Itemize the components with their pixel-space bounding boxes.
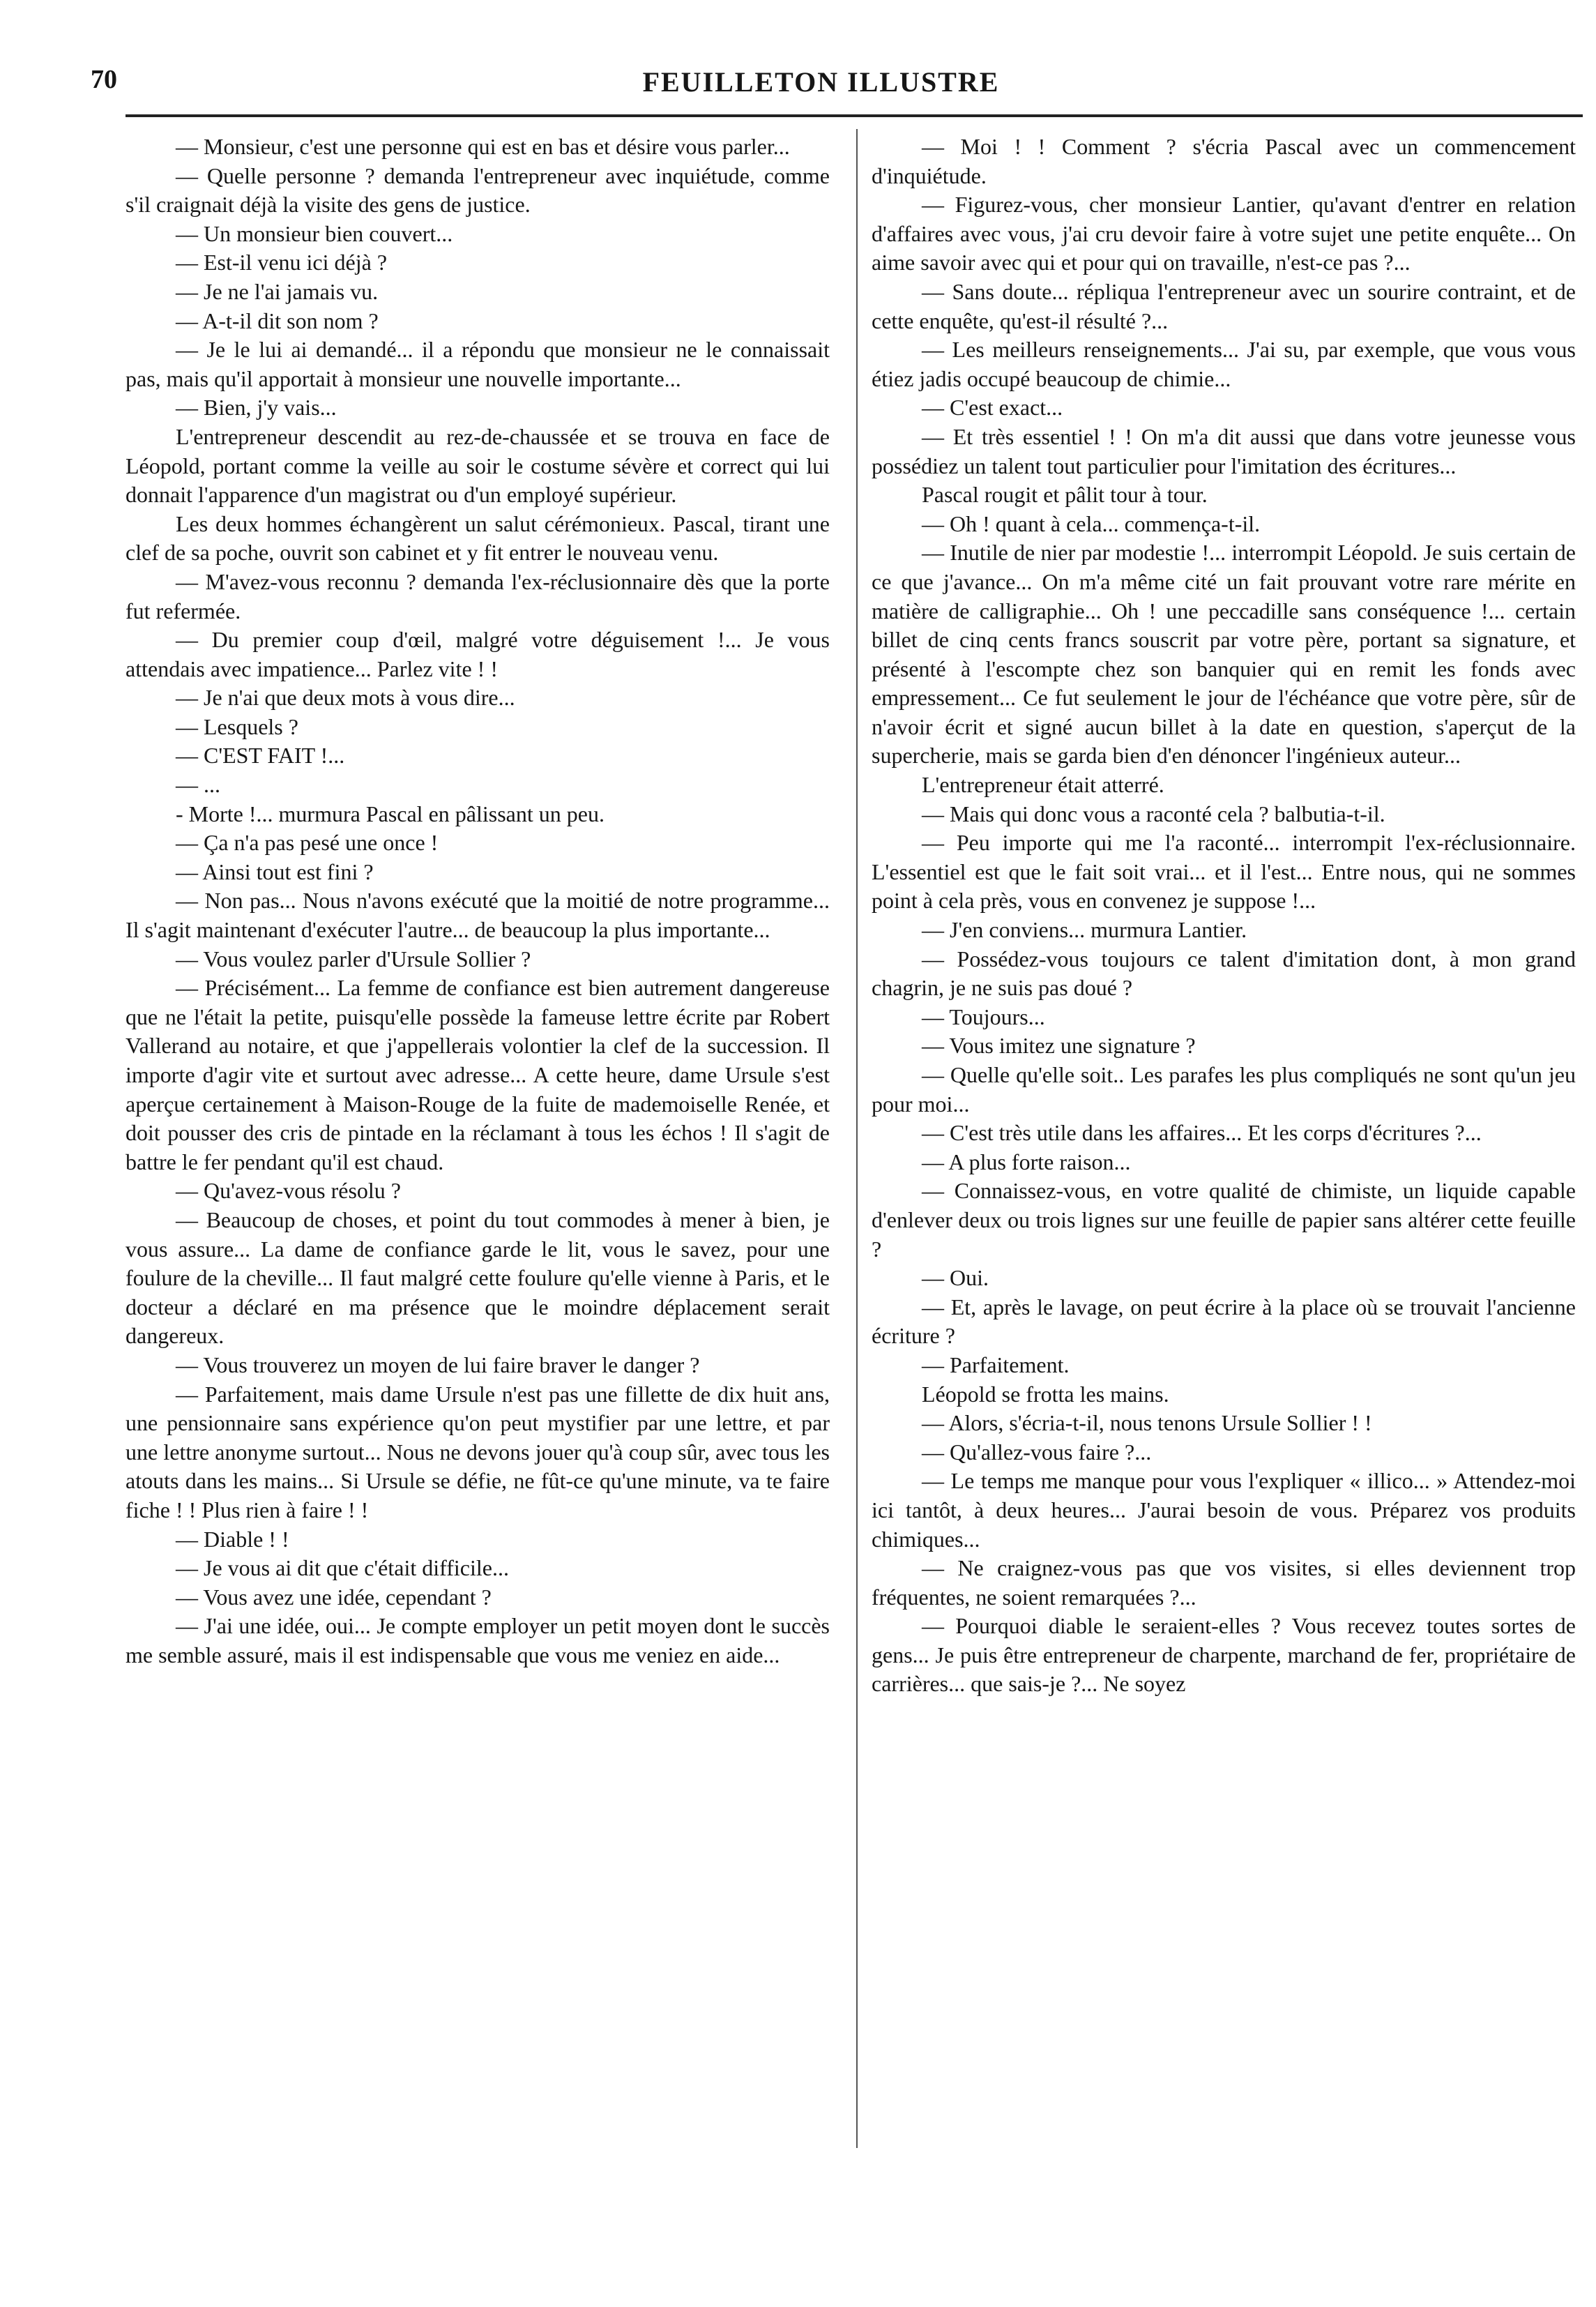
paragraph: — Bien, j'y vais...: [176, 395, 337, 421]
paragraph: — Est-il venu ici déjà ?: [176, 250, 388, 275]
paragraph: — Oh ! quant à cela... commença-t-il.: [922, 510, 1261, 536]
paragraph: — C'EST FAIT !...: [176, 743, 345, 769]
paragraph: — Ainsi tout est fini ?: [176, 858, 374, 884]
paragraph: — Lesquels ?: [176, 713, 298, 739]
paragraph: — Parfaitement, mais dame Ursule n'est pas une fillette de dix huit ans, une pensionnaire sans expérience qu'on peut mystifier par une lettre, et par une lettre anonyme surtout... Nous ne devons jouer qu'à coup sûr, avec tous les atouts dans les mains... Si Ursule se défie, ne fût-ce qu'une minute, va te faire fiche ! ! Plus rien à faire ! !: [126, 1381, 830, 1522]
paragraph: — Et, après le lavage, on peut écrire à la place où se trouvait l'ancienne écriture ?: [872, 1294, 1576, 1349]
paragraph: — C'est exact...: [922, 395, 1063, 421]
paragraph: - Morte !... murmura Pascal en pâlissant un peu.: [176, 801, 605, 826]
paragraph: — Mais qui donc vous a raconté cela ? balbutia-t-il.: [922, 801, 1385, 826]
paragraph: — Un monsieur bien couvert...: [176, 220, 453, 246]
column-divider: [856, 129, 858, 2148]
paragraph: — M'avez-vous reconnu ? demanda l'ex-réclusionnaire dès que la porte fut refermée.: [126, 568, 830, 623]
paragraph: — Diable ! !: [176, 1526, 289, 1552]
paragraph: — Monsieur, c'est une personne qui est en bas et désire vous parler...: [176, 134, 790, 159]
paragraph: — Et très essentiel ! ! On m'a dit aussi que dans votre jeunesse vous possédiez un talent tout particulier pour l'imitation des écritures...: [872, 423, 1576, 478]
paragraph: — J'en conviens... murmura Lantier.: [922, 917, 1247, 943]
paragraph: — Du premier coup d'œil, malgré votre déguisement !... Je vous attendais avec impatience... Parlez vite ! !: [126, 627, 830, 681]
paragraph: — Quelle qu'elle soit.. Les parafes les plus compliqués ne sont qu'un jeu pour moi...: [872, 1062, 1576, 1117]
paragraph: — A-t-il dit son nom ?: [176, 308, 379, 333]
header-rule: [126, 114, 1583, 117]
paragraph: — J'ai une idée, oui... Je compte employer un petit moyen dont le succès me semble assuré, mais il est indispensable que vous me veniez en aide...: [126, 1613, 830, 1667]
paragraph: — Sans doute... répliqua l'entrepreneur avec un sourire contraint, et de cette enquête, qu'est-il résulté ?...: [872, 278, 1576, 333]
paragraph: — Précisément... La femme de confiance est bien autrement dangereuse que ne l'était la petite, puisqu'elle possède la fameuse lettre écrite par Robert Vallerand au notaire, et que j'appellerais volontier la clef de la succession. Il importe d'agir vite et surtout avec adresse... A cette heure, dame Ursule s'est aperçue certainement à Maison-Rouge de la fuite de mademoiselle Renée, et doit pousser des cris de pintade en la réclamant à tous les échos ! Il s'agit de battre le fer pendant qu'il est chaud.: [126, 975, 830, 1174]
paragraph: — Toujours...: [922, 1004, 1045, 1029]
paragraph: — Vous trouverez un moyen de lui faire braver le danger ?: [176, 1352, 700, 1377]
paragraph: — Beaucoup de choses, et point du tout commodes à mener à bien, je vous assure... La dame de confiance garde le lit, vous le savez, pour une foulure de la cheville... Il faut malgré cette foulure qu'elle vienne à Paris, et le docteur a déclaré en ma présence que le moindre déplacement serait dangereux.: [126, 1207, 830, 1349]
paragraph: — Alors, s'écria-t-il, nous tenons Ursule Sollier ! !: [922, 1410, 1372, 1436]
paragraph: — Parfaitement.: [922, 1352, 1070, 1377]
paragraph: — Ne craignez-vous pas que vos visites, si elles deviennent trop fréquentes, ne soient remarquées ?...: [872, 1555, 1576, 1610]
paragraph: Les deux hommes échangèrent un salut cérémonieux. Pascal, tirant une clef de sa poche, ouvrit son cabinet et y fit entrer le nouveau venu.: [126, 510, 830, 566]
page-header: [91, 64, 1551, 106]
page-number: 70: [91, 65, 117, 94]
paragraph: — Possédez-vous toujours ce talent d'imitation dont, à mon grand chagrin, je ne suis pas doué ?: [872, 946, 1576, 1001]
paragraph: — C'est très utile dans les affaires... Et les corps d'écritures ?...: [922, 1120, 1482, 1146]
paragraph: — Je ne l'ai jamais vu.: [176, 278, 379, 304]
paragraph: L'entrepreneur était atterré.: [922, 772, 1164, 798]
paragraph: — Pourquoi diable le seraient-elles ? Vous recevez toutes sortes de gens... Je puis être entrepreneur de charpente, marchand de fer, propriétaire de carrières... que sais-je ?... Ne soyez: [872, 1613, 1576, 1697]
paragraph: — Connaissez-vous, en votre qualité de chimiste, un liquide capable d'enlever deux ou trois lignes sur une feuille de papier sans altérer cette feuille ?: [872, 1178, 1576, 1262]
paragraph: — Vous avez une idée, cependant ?: [176, 1584, 492, 1610]
paragraph: — Je vous ai dit que c'était difficile...: [176, 1555, 509, 1581]
right-column: [872, 133, 1576, 1699]
paragraph: — Peu importe qui me l'a raconté... interrompit l'ex-réclusionnaire. L'essentiel est que le fait soit vrai... et il l'est... Entre nous, qui ne sommes point à cela près, vous en convenez je suppose !...: [872, 830, 1576, 914]
paragraph: — Vous imitez une signature ?: [922, 1033, 1196, 1059]
paragraph: — Figurez-vous, cher monsieur Lantier, qu'avant d'entrer en relation d'affaires avec vous, j'ai cru devoir faire à votre sujet une petite enquête... On aime savoir avec qui et pour qui on travaille, n'est-ce pas ?...: [872, 192, 1576, 275]
paragraph: — Qu'allez-vous faire ?...: [922, 1439, 1152, 1465]
paragraph: — ...: [176, 772, 220, 798]
paragraph: — Non pas... Nous n'avons exécuté que la moitié de notre programme... Il s'agit maintenant d'exécuter l'autre... de beaucoup la plus importante...: [126, 888, 830, 943]
paragraph: Léopold se frotta les mains.: [922, 1381, 1169, 1407]
paragraph: L'entrepreneur descendit au rez-de-chaussée et se trouva en face de Léopold, portant comme la veille au soir le costume sévère et correct qui lui donnait l'apparence d'un magistrat ou d'un employé supérieur.: [126, 423, 830, 508]
paragraph: — Je le lui ai demandé... il a répondu que monsieur ne le connaissait pas, mais qu'il apportait à monsieur une nouvelle importante...: [126, 337, 830, 391]
paragraph: — Vous voulez parler d'Ursule Sollier ?: [176, 946, 531, 971]
paragraph: — Inutile de nier par modestie !... interrompit Léopold. Je suis certain de ce que j'avance... On m'a même cité un fait prouvant votre rare mérite en matière de calligraphie... Oh ! une peccadille sans conséquence !... certain billet de cinq cents francs souscrit par votre père, portant sa signature, et présenté à l'escompte chez son banquier qui en remit les fonds avec empressement... Ce fut seulement le jour de l'échéance que votre père, sûr de n'avoir écrit et signé aucun billet à la date en question, s'aperçut de la supercherie, mais se garda bien d'en dénoncer l'ingénieux auteur...: [872, 540, 1576, 769]
paragraph: — A plus forte raison...: [922, 1149, 1131, 1174]
paragraph: — Le temps me manque pour vous l'expliquer « illico... » Attendez-moi ici tantôt, à deux heures... J'aurai besoin de vous. Préparez vos produits chimiques...: [872, 1468, 1576, 1552]
paragraph: — Ça n'a pas pesé une once !: [176, 830, 439, 856]
paragraph: — Les meilleurs renseignements... J'ai su, par exemple, que vous vous étiez jadis occupé beaucoup de chimie...: [872, 337, 1576, 391]
paragraph: — Oui.: [922, 1265, 989, 1291]
paragraph: — Quelle personne ? demanda l'entrepreneur avec inquiétude, comme s'il craignait déjà la visite des gens de justice.: [126, 162, 830, 218]
paragraph: — Je n'ai que deux mots à vous dire...: [176, 685, 515, 711]
running-title: FEUILLETON ILLUSTRE: [642, 66, 1000, 98]
left-column: [126, 133, 830, 1670]
paragraph: — Qu'avez-vous résolu ?: [176, 1178, 401, 1204]
paragraph: — Moi ! ! Comment ? s'écria Pascal avec un commencement d'inquiétude.: [872, 134, 1576, 188]
paragraph: Pascal rougit et pâlit tour à tour.: [922, 482, 1208, 508]
